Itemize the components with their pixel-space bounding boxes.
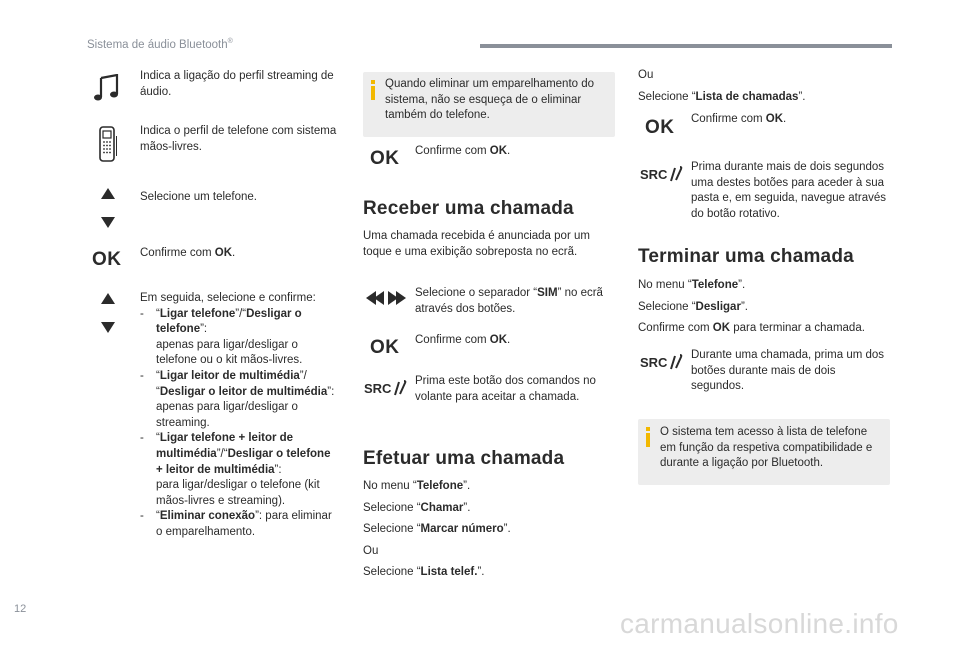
options-intro: Em seguida, selecione e confirme:: [140, 292, 316, 304]
info-box: [638, 419, 890, 485]
heading-make-call: Efetuar uma chamada: [363, 448, 565, 469]
ok-icon: OK: [370, 148, 400, 169]
list-item: - “Ligar telefone + leitor de multimédia”/“Desligar o telefone + leitor de multimédia”: para ligar/desligar o telefone (kit mãos-livres e streaming).: [140, 431, 335, 509]
up-down-arrows-icon: [100, 293, 116, 333]
item-handsfree: Indica o perfil de telefone com sistema mãos-livres.: [140, 125, 337, 153]
list-item: - “Ligar telefone”/“Desligar o telefone”: apenas para ligar/desligar o telefone ou o kit mãos-livres.: [140, 307, 335, 369]
info-icon: [369, 80, 377, 100]
left-right-arrows-icon: [366, 290, 406, 306]
list-item: - “Ligar leitor de multimédia”/ “Desligar o leitor de multimédia”: apenas para ligar/desligar o streaming.: [140, 369, 335, 431]
info-icon: [644, 427, 652, 447]
header-title: Sistema de áudio Bluetooth: [87, 38, 228, 51]
src-phone-icon: SRC: [640, 354, 683, 370]
info-text: Quando eliminar um emparelhamento do sistema, não se esqueça de o eliminar também do telefone.: [385, 78, 595, 122]
ok-icon: OK: [92, 249, 122, 270]
hold-text: Prima durante mais de dois segundos uma destes botões para aceder à sua pasta e, em seguida, navegue através do botão rotativo.: [691, 161, 886, 220]
ok-icon: OK: [645, 117, 675, 138]
list-item: - “Eliminar conexão”: para eliminar o emparelhamento.: [140, 509, 335, 540]
phone-handset-icon: [669, 354, 683, 370]
receive-call-text: Uma chamada recebida é anunciada por um toque e uma exibição sobreposta no ecrã.: [363, 230, 590, 258]
item-streaming: Indica a ligação do perfil streaming de áudio.: [140, 70, 334, 98]
item-select-phone: Selecione um telefone.: [140, 191, 257, 203]
press-accept-text: Prima este botão dos comandos no volante para aceitar a chamada.: [415, 375, 596, 403]
select-tab-text: Selecione o separador “SIM” no ecrã através dos botões.: [415, 287, 603, 315]
options-list: [140, 291, 335, 541]
page-number: 12: [14, 603, 27, 615]
up-down-arrows-icon: [100, 188, 116, 228]
list-dash: -: [140, 510, 144, 523]
alt-steps: Ou Selecione “Lista de chamadas”.: [638, 69, 806, 103]
during-call-text: Durante uma chamada, prima um dos botões durante mais de dois segundos.: [691, 349, 885, 393]
src-phone-icon: SRC: [640, 166, 683, 182]
header-rule: [480, 44, 892, 48]
heading-receive-call: Receber uma chamada: [363, 198, 574, 219]
end-call-steps: No menu “Telefone”. Selecione “Desligar”. Confirme com OK para terminar a chamada.: [638, 279, 865, 335]
running-header: [87, 38, 233, 51]
src-phone-icon: SRC: [364, 380, 407, 396]
confirm-text: Confirme com OK.: [415, 145, 511, 157]
confirm-text: Confirme com OK.: [415, 334, 511, 346]
heading-end-call: Terminar uma chamada: [638, 246, 854, 267]
music-note-icon: [93, 74, 119, 102]
ok-icon: OK: [370, 337, 400, 358]
list-dash: -: [140, 307, 144, 320]
make-call-steps: No menu “Telefone”. Selecione “Chamar”. Selecione “Marcar número”. Ou Selecione “Lista telef.”.: [363, 480, 511, 579]
list-dash: -: [140, 369, 144, 382]
phone-handset-icon: [393, 380, 407, 396]
item-confirm-ok: Confirme com OK.: [140, 247, 236, 259]
info-box: [363, 72, 615, 137]
watermark: carmanualsonline.info: [620, 608, 899, 639]
confirm-text: Confirme com OK.: [691, 113, 787, 125]
info-text: O sistema tem acesso à lista de telefone em função da respetiva compatibilidade e durante a ligação por Bluetooth.: [660, 426, 873, 470]
header-reg: ®: [227, 38, 233, 45]
mobile-phone-icon: [98, 126, 118, 164]
phone-handset-icon: [669, 166, 683, 182]
list-dash: -: [140, 432, 144, 445]
